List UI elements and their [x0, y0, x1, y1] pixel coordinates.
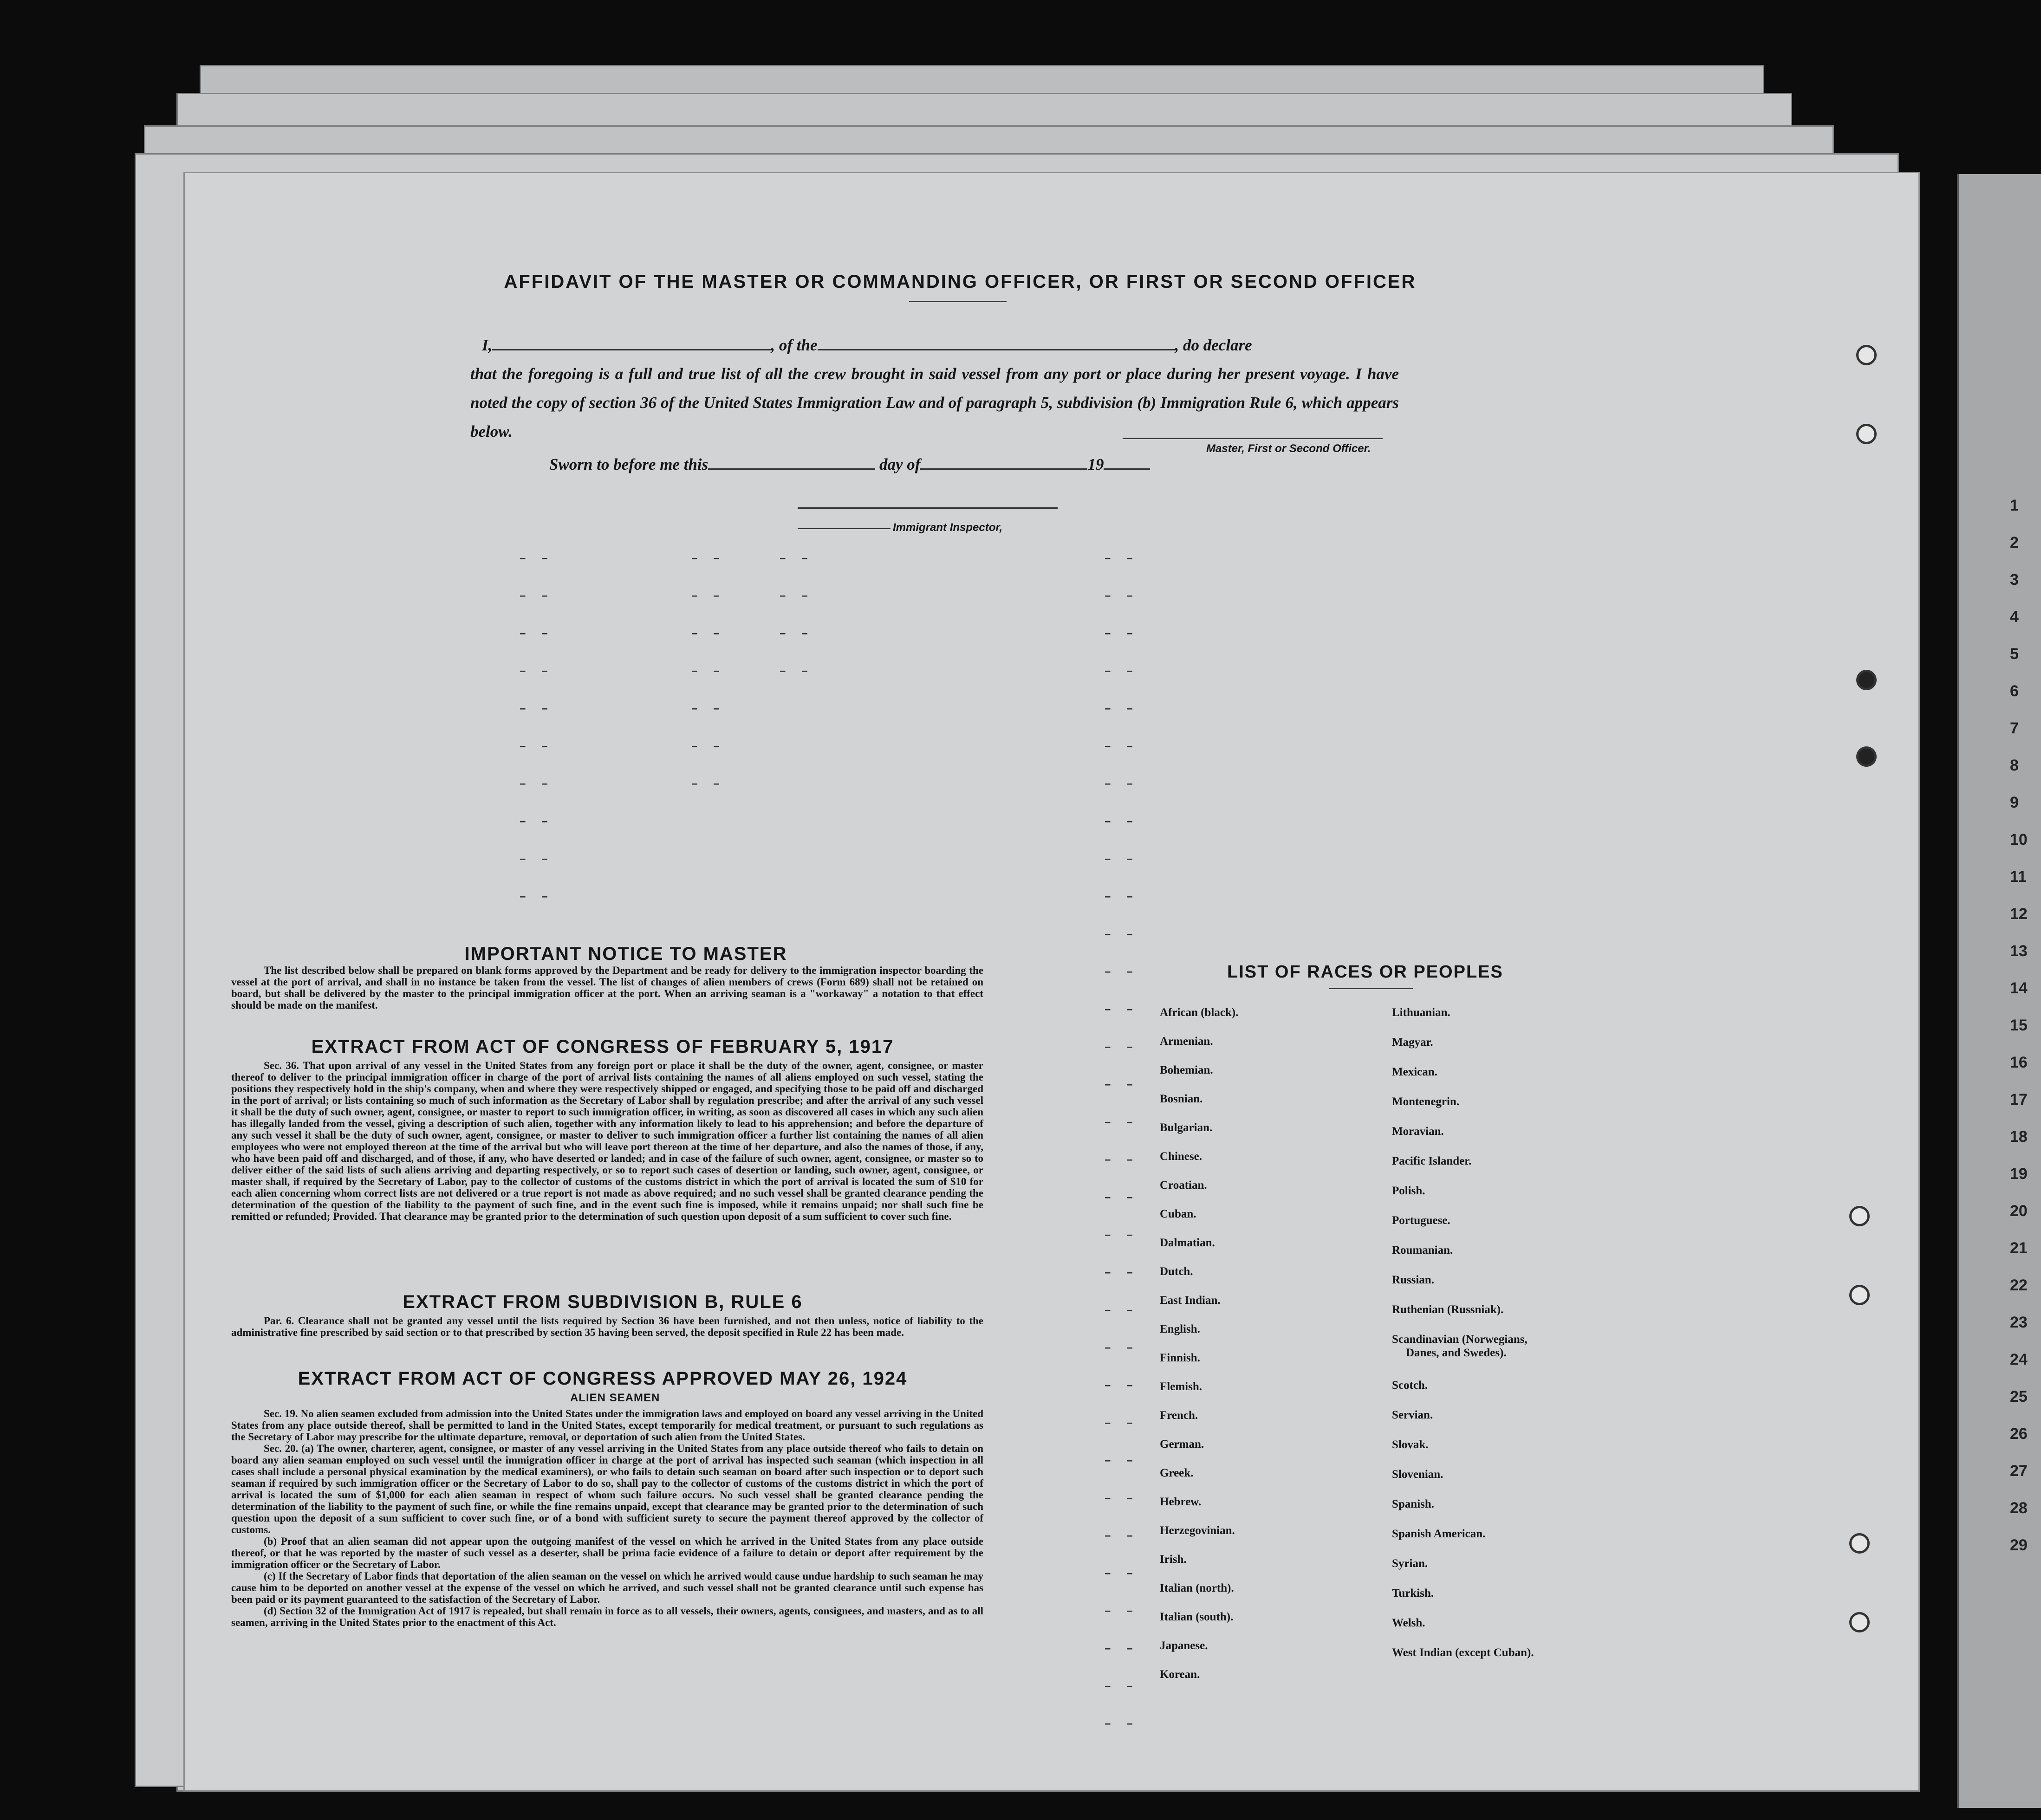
race-item: Syrian. [1392, 1557, 1428, 1570]
sec20d-text: (d) Section 32 of the Immigration Act of 1917 is repealed, but shall remain in force as to all vessels, their owners, agents, consignees, and masters, and as to all seamen, arriving in the United States prior to the enactment of this Act. [231, 1605, 983, 1628]
punch-hole [1849, 1206, 1870, 1226]
dash-mark: – – [1104, 589, 1137, 603]
dash-mark: – – [1104, 1191, 1137, 1205]
race-item: Spanish. [1392, 1498, 1435, 1510]
race-item: Chinese. [1160, 1150, 1202, 1163]
punch-hole [1856, 746, 1877, 767]
race-item: Roumanian. [1392, 1244, 1453, 1257]
dash-mark: – – [1104, 1679, 1137, 1693]
dash-mark: – – [1104, 1153, 1137, 1167]
inspector-caption: Immigrant Inspector, [893, 521, 1003, 534]
sworn-before-label: Sworn to before me this [549, 455, 708, 473]
dash-mark: – – [1104, 1266, 1137, 1280]
title-underline [909, 301, 1007, 302]
race-item: West Indian (except Cuban). [1392, 1646, 1534, 1659]
dash-mark: – – [1104, 1454, 1137, 1468]
dash-mark: – – [519, 777, 552, 791]
dash-mark: – – [1104, 890, 1137, 904]
affidavit-statement: that the foregoing is a full and true list of all the crew brought in said vessel from any port or place during her present voyage. I have noted the copy of section 36 of the United States Immigration Law and of paragraph 5, subdivision (b) Immigration Rule 6, which appears below. [470, 365, 1399, 440]
race-item: Flemish. [1160, 1380, 1202, 1393]
dash-mark: – – [779, 664, 812, 678]
affidavit-of-the: , of the [771, 336, 818, 354]
race-item: Slovak. [1392, 1438, 1429, 1451]
race-item: Bohemian. [1160, 1064, 1213, 1076]
race-item: Portuguese. [1392, 1214, 1450, 1227]
row-number: 25 [2010, 1388, 2028, 1405]
dash-mark: – – [1104, 702, 1137, 716]
extract-rule6-title: EXTRACT FROM SUBDIVISION B, RULE 6 [403, 1292, 803, 1312]
sec20a-text: Sec. 20. (a) The owner, charterer, agent, consignee, or master of any vessel arriving in the United States from any place outside thereof who fails to detain on board any alien seaman employed on such vessel until the immigration officer in charge at the port of arrival has inspected such seaman (which inspection in all cases shall include a personal physical examination by the medical examiners), or who fails to detain such seaman on board after such inspection or to deport such seaman if required by such immigration officer or the Secretary of Labor to do so, shall pay to the collector of customs of the customs district in which the port of arrival is located the sum of $1,000 for each alien seaman in respect of whom such failure occurs. No such vessel shall be granted clearance pending the determination of the liability to the payment of such fine, or while the fine remains unpaid, except that clearance may be granted prior to the determination of such question upon the deposit of a sum sufficient to cover such fine, or of a bond with sufficient surety to secure the payment thereof approved by the collector of customs. [231, 1443, 983, 1535]
extract-rule6-text [231, 1315, 983, 1338]
race-item: Armenian. [1160, 1035, 1213, 1048]
extract-rule6-body: Par. 6. Clearance shall not be granted any vessel until the lists required by Section 36 have been furnished, and not then unless, notice of liability to the administrative fine prescribed by said section or to that prescribed by section 35 having been served, the deposit specified in Rule 22 has been made. [231, 1315, 983, 1338]
sworn-year-field[interactable] [1104, 456, 1150, 470]
race-item: Moravian. [1392, 1125, 1444, 1138]
row-number: 7 [2010, 719, 2019, 737]
race-item: Servian. [1392, 1409, 1433, 1421]
dash-mark: – – [691, 739, 724, 753]
adjacent-manifest-page [1957, 174, 2041, 1808]
race-item: Irish. [1160, 1553, 1187, 1566]
row-number: 27 [2010, 1462, 2028, 1480]
dash-mark: – – [1104, 1416, 1137, 1430]
row-number: 18 [2010, 1128, 2028, 1146]
important-notice-text [231, 965, 983, 1011]
race-item: Japanese. [1160, 1639, 1208, 1652]
race-item: Dalmatian. [1160, 1237, 1215, 1249]
race-item: Croatian. [1160, 1179, 1207, 1192]
dash-mark: – – [1104, 1078, 1137, 1092]
race-item: Ruthenian (Russniak). [1392, 1303, 1504, 1316]
dash-mark: – – [779, 551, 812, 565]
inspector-signature-line-2 [798, 528, 890, 529]
dash-mark: – – [1104, 1303, 1137, 1317]
extract-1924-text [231, 1408, 983, 1628]
row-number: 13 [2010, 942, 2028, 960]
race-item: Cuban. [1160, 1208, 1196, 1220]
dash-mark: – – [1104, 627, 1137, 641]
race-item: Danes, and Swedes). [1406, 1347, 1507, 1359]
race-item: Bosnian. [1160, 1093, 1203, 1105]
inspector-signature-line[interactable] [798, 507, 1058, 509]
dash-mark: – – [519, 589, 552, 603]
dash-mark: – – [1104, 1228, 1137, 1242]
race-item: Spanish American. [1392, 1528, 1486, 1540]
important-notice-title: IMPORTANT NOTICE TO MASTER [464, 944, 787, 964]
sworn-year-label: 19 [1087, 455, 1104, 473]
dash-mark: – – [519, 852, 552, 866]
row-number: 4 [2010, 608, 2019, 626]
race-item: Slovenian. [1392, 1468, 1443, 1481]
affidavit-i: I, [482, 336, 493, 354]
sec20b-text: (b) Proof that an alien seaman did not appear upon the outgoing manifest of the vessel on which he arrived in the United States from any place outside thereof, or that he was reported by the master of such vessel as a deserter, shall be prima facie evidence of a failure to detain or deport after requirement by the immigration officer or the Secretary of Labor. [231, 1535, 983, 1570]
dash-mark: – – [519, 815, 552, 829]
extract-1917-title: EXTRACT FROM ACT OF CONGRESS OF FEBRUARY 5, 1917 [311, 1036, 894, 1057]
dash-mark: – – [1104, 739, 1137, 753]
row-number: 1 [2010, 497, 2019, 514]
crew-manifest-back-page [183, 172, 1920, 1792]
race-item: Scotch. [1392, 1379, 1428, 1392]
row-number: 3 [2010, 571, 2019, 589]
dash-mark: – – [519, 664, 552, 678]
races-title-underline [1329, 988, 1413, 989]
dash-mark: – – [1104, 1003, 1137, 1017]
dash-mark: – – [1104, 1567, 1137, 1580]
dash-mark: – – [1104, 1604, 1137, 1618]
sworn-day-field[interactable] [708, 456, 875, 470]
row-number: 15 [2010, 1017, 2028, 1034]
row-number: 26 [2010, 1425, 2028, 1443]
affidavit-declare: , do declare [1175, 336, 1252, 354]
dash-mark: – – [691, 627, 724, 641]
dash-mark: – – [1104, 777, 1137, 791]
dash-mark: – – [1104, 551, 1137, 565]
race-item: Mexican. [1392, 1066, 1437, 1078]
row-number: 6 [2010, 682, 2019, 700]
row-number: 29 [2010, 1536, 2028, 1554]
row-number: 20 [2010, 1202, 2028, 1220]
dash-mark: – – [1104, 927, 1137, 941]
row-number: 17 [2010, 1091, 2028, 1108]
punch-hole [1856, 670, 1877, 690]
race-item: Bulgarian. [1160, 1121, 1213, 1134]
row-number: 22 [2010, 1276, 2028, 1294]
race-item: Scandinavian (Norwegians, [1392, 1333, 1528, 1346]
extract-1917-text [231, 1060, 983, 1222]
dash-mark: – – [1104, 1115, 1137, 1129]
master-name-field[interactable] [492, 337, 771, 350]
dash-mark: – – [519, 702, 552, 716]
race-item: African (black). [1160, 1006, 1239, 1019]
row-number: 5 [2010, 645, 2019, 663]
dash-mark: – – [691, 664, 724, 678]
race-item: Italian (south). [1160, 1611, 1234, 1623]
row-number: 19 [2010, 1165, 2028, 1183]
punch-hole [1856, 345, 1877, 365]
dash-mark: – – [1104, 1341, 1137, 1355]
row-number: 10 [2010, 831, 2028, 848]
punch-hole [1856, 424, 1877, 444]
row-number: 12 [2010, 905, 2028, 923]
race-item: Turkish. [1392, 1587, 1434, 1600]
punch-hole [1849, 1612, 1870, 1632]
dash-mark: – – [779, 589, 812, 603]
important-notice-body: The list described below shall be prepared on blank forms approved by the Department and be ready for delivery to the immigration inspector boarding the vessel at the port of arrival, and shall in no instance be taken from the vessel. The list of changes of alien members of crews (Form 689) shall not be retained on board, but shall be delivered by the master to the principal immigration officer at the port. When an arriving seaman is a "workaway" a notation to that effect should be made on the manifest. [231, 965, 983, 1011]
race-item: Italian (north). [1160, 1582, 1234, 1594]
sworn-day-of-label: day of [879, 455, 921, 473]
race-item: Lithuanian. [1392, 1006, 1450, 1019]
row-number: 16 [2010, 1054, 2028, 1071]
dash-mark: – – [1104, 1040, 1137, 1054]
row-number: 21 [2010, 1239, 2028, 1257]
race-item: East Indian. [1160, 1294, 1221, 1307]
dash-mark: – – [691, 589, 724, 603]
extract-1924-title: EXTRACT FROM ACT OF CONGRESS APPROVED MAY 26, 1924 [298, 1368, 908, 1389]
race-item: Hebrew. [1160, 1496, 1202, 1508]
dash-mark: – – [1104, 1717, 1137, 1731]
dash-mark: – – [1104, 965, 1137, 979]
dash-mark: – – [519, 739, 552, 753]
race-item: Pacific Islander. [1392, 1155, 1472, 1167]
row-number: 9 [2010, 794, 2019, 811]
race-item: Greek. [1160, 1467, 1194, 1479]
race-item: French. [1160, 1409, 1198, 1422]
race-item: Russian. [1392, 1274, 1435, 1286]
race-item: Montenegrin. [1392, 1095, 1460, 1108]
dash-mark: – – [691, 702, 724, 716]
sec19-text: Sec. 19. No alien seamen excluded from admission into the United States under the immigration laws and employed on board any vessel arriving in the United States from any place outside thereof, shall be permitted to land in the United States, except temporarily for medical treatment, or pursuant to such regulations as the Secretary of Labor may prescribe for the ultimate departure, removal, or deportation of such alien from the United States. [231, 1408, 983, 1443]
sworn-month-field[interactable] [920, 456, 1087, 470]
dash-mark: – – [691, 551, 724, 565]
extract-1917-body: Sec. 36. That upon arrival of any vessel in the United States from any foreign port or place it shall be the duty of the owner, agent, consignee, or master thereof to deliver to the principal immigration officer in charge of the port of arrival lists containing the names of all aliens employed on such vessel, stating the positions they respectively hold in the ship's company, when and where they were respectively shipped or engaged, and specifying those to be paid off and discharged in the port of arrival; or lists containing so much of such information as the Secretary of Labor shall by regulation prescribe; and after the arrival of any such vessel it shall be the duty of such owner, agent, consignee, or master to report to such immigration officer, in writing, as soon as discovered all cases in which any such alien has illegally landed from the vessel, giving a description of such alien, together with any information likely to lead to his apprehension; and before the departure of any such vessel it shall be the duty of such owner, agent, consignee, or master to deliver to such immigration officer a further list containing the names of all alien employees who were not employed thereon at the time of the arrival but who will leave port thereon at the time of her departure, and also the names of those, if any, who have been paid off and discharged, and of those, if any, who have deserted or landed; and in case of the failure of such owner, agent, consignee, or master so to deliver either of the said lists of such aliens arriving and departing respectively, or so to report such cases of desertion or landing, such owner, agent, consignee, or master shall, if required by the Secretary of Labor, pay to the collector of customs of the customs district in which the port of arrival is located the sum of $10 for each alien concerning whom correct lists are not delivered or a true report is not made as above required; and no such vessel shall be granted clearance pending the determination of the question of the liability to the payment of such fine, and in the event such fine is imposed, while it remains unpaid; nor shall such fine be remitted or refunded; Provided. That clearance may be granted prior to the determination of such question upon deposit of a sum sufficient to cover such fine. [231, 1060, 983, 1222]
dash-mark: – – [1104, 1379, 1137, 1393]
race-item: German. [1160, 1438, 1204, 1451]
dash-mark: – – [779, 627, 812, 641]
punch-hole [1849, 1533, 1870, 1554]
row-number: 24 [2010, 1351, 2028, 1368]
race-item: Welsh. [1392, 1617, 1425, 1629]
row-number: 14 [2010, 979, 2028, 997]
race-item: Korean. [1160, 1668, 1200, 1681]
race-item: Dutch. [1160, 1265, 1193, 1278]
row-number: 28 [2010, 1499, 2028, 1517]
row-number: 8 [2010, 757, 2019, 774]
sworn-statement [549, 455, 1150, 474]
race-item: English. [1160, 1323, 1200, 1335]
race-item: Polish. [1392, 1185, 1425, 1197]
dash-mark: – – [519, 890, 552, 904]
alien-seamen-subtitle: ALIEN SEAMEN [570, 1392, 660, 1404]
dash-mark: – – [1104, 1642, 1137, 1656]
row-number: 11 [2010, 868, 2027, 886]
dash-mark: – – [1104, 664, 1137, 678]
race-item: Magyar. [1392, 1036, 1433, 1049]
row-number: 23 [2010, 1314, 2028, 1331]
dash-mark: – – [1104, 1529, 1137, 1543]
row-number: 2 [2010, 534, 2019, 551]
dash-mark: – – [519, 551, 552, 565]
race-item: Herzegovinian. [1160, 1524, 1235, 1537]
punch-hole [1849, 1285, 1870, 1305]
dash-mark: – – [1104, 852, 1137, 866]
dash-mark: – – [1104, 1491, 1137, 1505]
master-signature-line[interactable] [1123, 438, 1383, 439]
signature-caption: Master, First or Second Officer. [1206, 442, 1371, 455]
races-list-title: LIST OF RACES OR PEOPLES [1227, 962, 1503, 982]
affidavit-body [470, 331, 1399, 446]
vessel-name-field[interactable] [818, 337, 1175, 350]
dash-mark: – – [691, 777, 724, 791]
affidavit-title: AFFIDAVIT OF THE MASTER OR COMMANDING OFFICER, OR FIRST OR SECOND OFFICER [504, 272, 1417, 292]
sec20c-text: (c) If the Secretary of Labor finds that deportation of the alien seaman on the vessel on which he arrived would cause undue hardship to such seaman he may cause him to be deported on another vessel at the expense of the vessel on which he arrived, and such vessel shall not be granted clearance until such expense has been paid or its payment guaranteed to the satisfaction of the Secretary of Labor. [231, 1570, 983, 1605]
dash-mark: – – [519, 627, 552, 641]
race-item: Finnish. [1160, 1352, 1200, 1364]
dash-mark: – – [1104, 815, 1137, 829]
